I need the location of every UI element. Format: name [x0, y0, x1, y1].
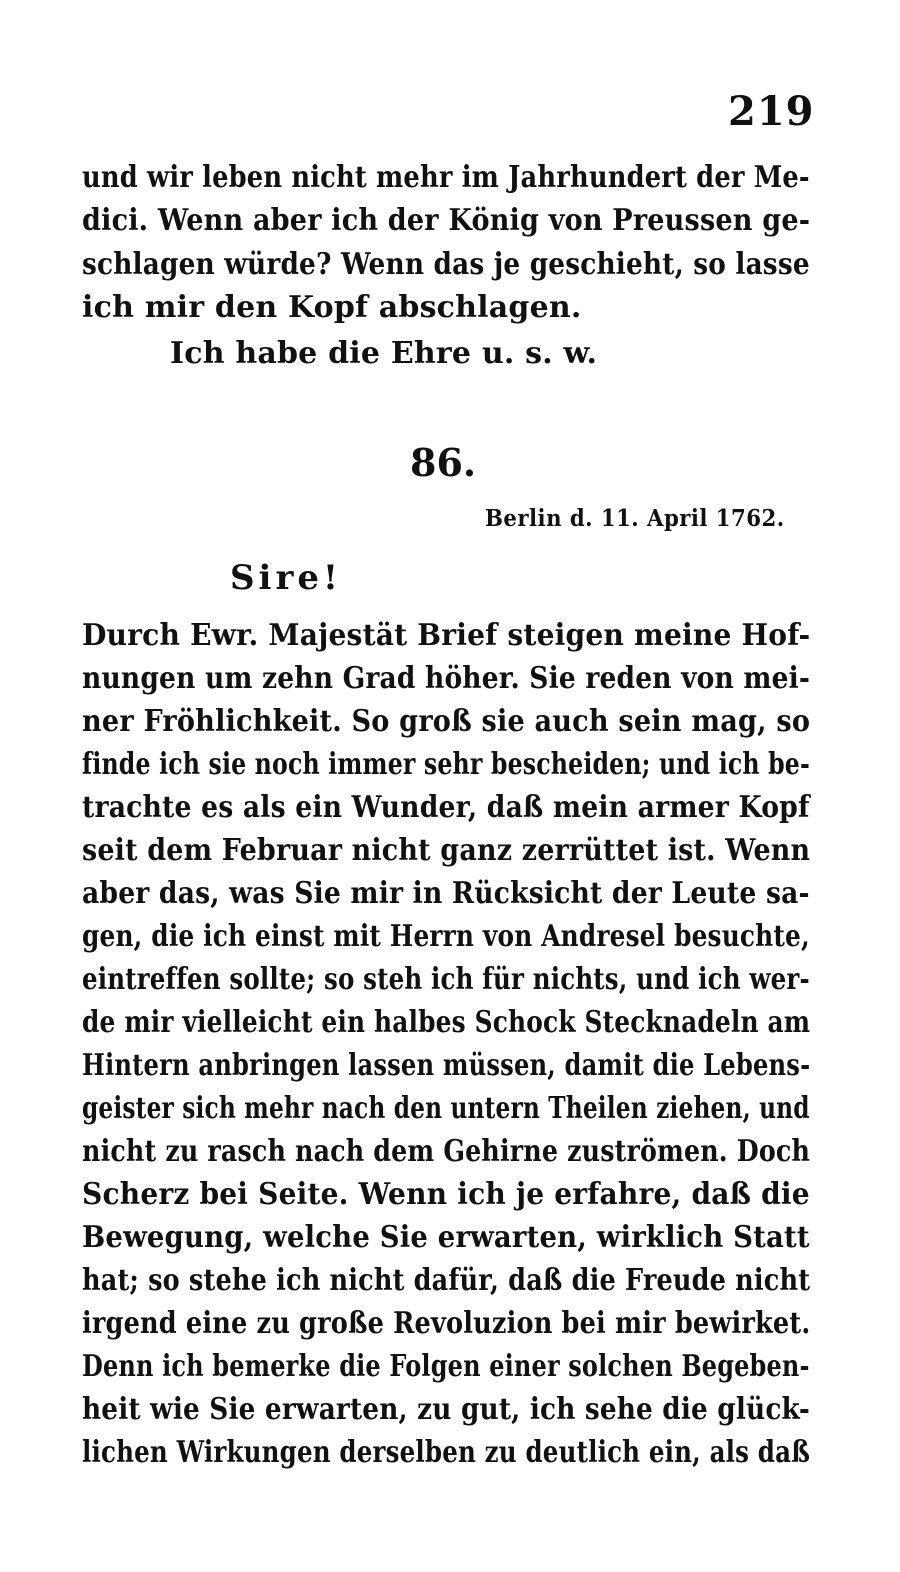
- letter-body-line-1: Durch Ewr. Majestät Brief steigen meine Hof-: [82, 618, 811, 653]
- letter-number: 86.: [410, 440, 477, 485]
- letter-body-line-8: gen, die ich einst mit Herrn von Andresel besuchte,: [82, 919, 810, 954]
- letter-body-line-19: heit wie Sie erwarten, zu gut, ich sehe die glück-: [82, 1392, 810, 1427]
- letter-body-line-11: Hintern anbringen lassen müssen, damit die Lebens-: [82, 1048, 811, 1083]
- letter-body-line-16: hat; so stehe ich nicht dafür, daß die Freude nicht: [82, 1263, 811, 1298]
- letter-body-line-3: ner Fröhlichkeit. So groß sie auch sein mag, so: [82, 704, 811, 739]
- letter-body-line-15: Bewegung, welche Sie erwarten, wirklich Statt: [82, 1220, 810, 1255]
- letter-body-line-13: nicht zu rasch nach dem Gehirne zuströmen. Doch: [82, 1134, 811, 1169]
- letter-body-line-9: eintreffen sollte; so steh ich für nichts, und ich wer-: [82, 962, 810, 997]
- page-number: 219: [728, 88, 815, 135]
- letter-body-line-17: irgend eine zu große Revoluzion bei mir bewirket.: [82, 1306, 811, 1341]
- letter-body-line-6: seit dem Februar nicht ganz zerrüttet ist. Wenn: [82, 833, 811, 868]
- continuation-line-4: ich mir den Kopf abschlagen.: [82, 290, 582, 325]
- letter-salutation: Sire!: [230, 558, 342, 598]
- continuation-line-3: schlagen würde? Wenn das je geschieht, so lasse: [82, 247, 810, 282]
- letter-body-line-18: Denn ich bemerke die Folgen einer solchen Begeben-: [82, 1349, 810, 1384]
- continuation-line-2: dici. Wenn aber ich der König von Preussen ge-: [82, 203, 811, 238]
- letter-date-line: Berlin d. 11. April 1762.: [485, 505, 785, 532]
- letter-body-line-10: de mir vielleicht ein halbes Schock Stecknadeln am: [82, 1005, 811, 1040]
- letter-body-line-2: nungen um zehn Grad höher. Sie reden von mei-: [82, 661, 811, 696]
- letter-body-line-20: lichen Wirkungen derselben zu deutlich ein, als daß: [82, 1435, 811, 1470]
- letter-body-line-5: trachte es als ein Wunder, daß mein armer Kopf: [82, 790, 810, 825]
- letter-body-line-7: aber das, was Sie mir in Rücksicht der Leute sa-: [82, 876, 810, 911]
- continuation-line-1: und wir leben nicht mehr im Jahrhundert der Me-: [82, 160, 810, 195]
- closing-line: Ich habe die Ehre u. s. w.: [170, 336, 598, 371]
- letter-body-line-4: finde ich sie noch immer sehr bescheiden; und ich be-: [82, 747, 810, 782]
- letter-body-line-12: geister sich mehr nach den untern Theilen ziehen, und: [82, 1091, 810, 1126]
- letter-body-line-14: Scherz bei Seite. Wenn ich je erfahre, daß die: [82, 1177, 810, 1212]
